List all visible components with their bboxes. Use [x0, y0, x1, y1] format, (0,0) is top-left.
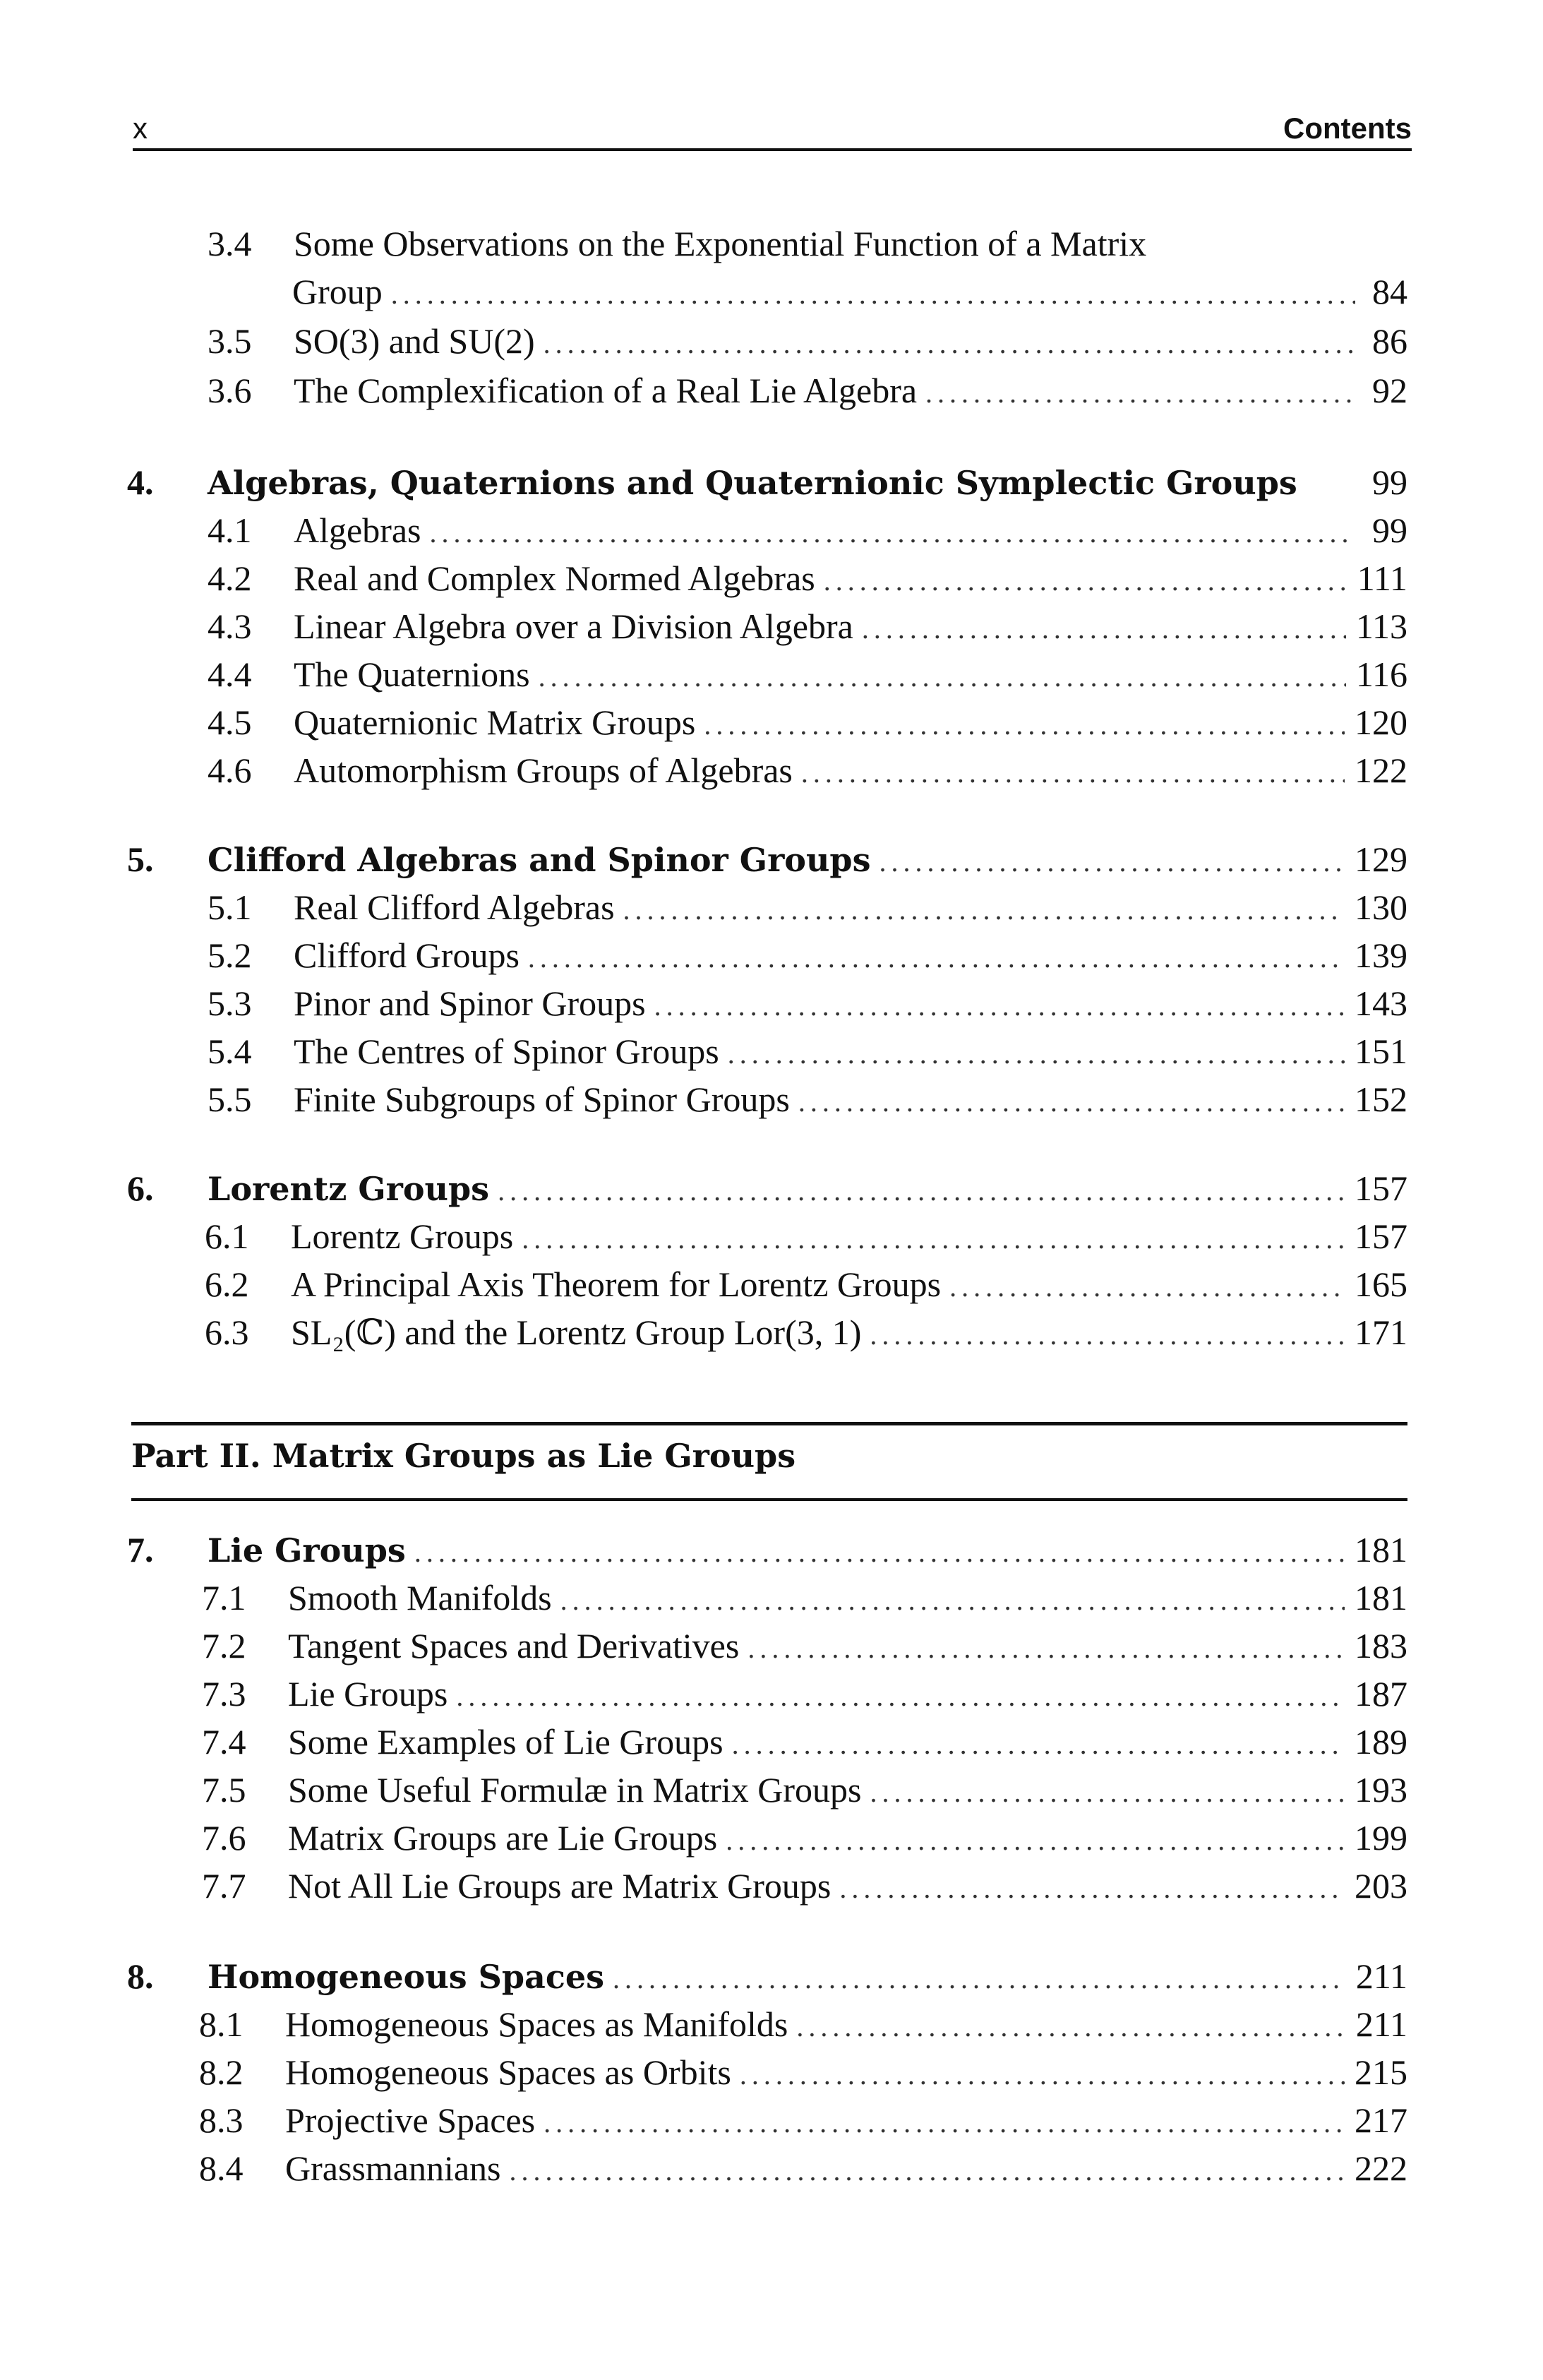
section-number: 6.2 — [205, 1264, 249, 1304]
section-page: 165 — [1355, 1264, 1407, 1304]
chapter-number: 6. — [127, 1168, 154, 1208]
section-page: 199 — [1355, 1818, 1407, 1858]
section-title: SL₂(ℂ) and the Lorentz Group Lor(3, 1) — [291, 1312, 862, 1352]
section-title: Linear Algebra over a Division Algebra — [294, 606, 853, 646]
section-title: Projective Spaces — [285, 2100, 536, 2140]
section-page: 92 — [1372, 371, 1407, 410]
toc-chapter-8[interactable] — [127, 1954, 1407, 1998]
toc-entry-5-2[interactable] — [208, 933, 1407, 977]
toc-entry-8-1[interactable] — [199, 2002, 1407, 2046]
section-title-continuation: Group — [292, 272, 383, 311]
leader-dots — [824, 559, 1347, 603]
section-title: Homogeneous Spaces as Manifolds — [285, 2004, 788, 2044]
section-number: 8.3 — [199, 2100, 244, 2140]
chapter-title: Lorentz Groups — [208, 1170, 490, 1208]
leader-dots — [748, 1627, 1345, 1670]
section-page: 84 — [1372, 272, 1407, 311]
section-title: Some Observations on the Exponential Function of a Matrix — [294, 224, 1147, 263]
section-title: Some Useful Formulæ in Matrix Groups — [288, 1770, 862, 1810]
chapter-title: Clifford Algebras and Spinor Groups — [208, 841, 871, 879]
toc-entry-3-4-continued[interactable] — [292, 270, 1407, 313]
section-title: Quaternionic Matrix Groups — [294, 702, 696, 742]
section-number: 7.5 — [202, 1770, 246, 1810]
section-number: 5.4 — [208, 1031, 252, 1071]
toc-entry-4-4[interactable] — [208, 652, 1407, 696]
header-rule — [133, 148, 1412, 151]
toc-entry-4-6[interactable] — [208, 748, 1407, 792]
section-title: SO(3) and SU(2) — [294, 321, 535, 361]
leader-dots — [560, 1579, 1345, 1622]
leader-dots — [870, 1313, 1345, 1357]
toc-entry-7-6[interactable] — [202, 1816, 1407, 1860]
leader-dots — [613, 1957, 1346, 2001]
section-title: Pinor and Spinor Groups — [294, 983, 646, 1023]
toc-entry-4-1[interactable] — [208, 508, 1407, 552]
section-title: Smooth Manifolds — [288, 1578, 552, 1617]
section-title: Lie Groups — [288, 1674, 448, 1714]
section-title: Real Clifford Algebras — [294, 887, 615, 927]
toc-chapter-7[interactable] — [127, 1528, 1407, 1572]
leader-dots — [839, 1867, 1345, 1910]
leader-dots — [798, 1080, 1345, 1124]
section-page: 116 — [1355, 654, 1407, 694]
leader-dots — [732, 1723, 1345, 1766]
section-number: 7.1 — [202, 1578, 246, 1617]
chapter-page: 157 — [1355, 1168, 1407, 1208]
leader-dots — [498, 1169, 1345, 1213]
section-number: 4.6 — [208, 751, 252, 790]
section-page: 130 — [1355, 887, 1407, 927]
chapter-title: Lie Groups — [208, 1531, 406, 1569]
toc-entry-8-4[interactable] — [199, 2146, 1407, 2190]
toc-entry-7-1[interactable] — [202, 1576, 1407, 1620]
page-number: x — [133, 112, 148, 145]
toc-entry-3-5[interactable] — [208, 319, 1407, 363]
running-header — [133, 112, 1412, 154]
section-page: 143 — [1355, 983, 1407, 1023]
section-number: 4.4 — [208, 654, 252, 694]
toc-entry-6-3[interactable] — [205, 1310, 1407, 1354]
leader-dots — [879, 840, 1345, 884]
part-rule-top — [131, 1422, 1407, 1425]
toc-entry-8-2[interactable] — [199, 2050, 1407, 2094]
leader-dots — [728, 1032, 1345, 1076]
part-rule-bottom — [131, 1498, 1407, 1501]
section-number: 7.2 — [202, 1626, 246, 1666]
section-number: 4.2 — [208, 558, 252, 598]
section-title: Automorphism Groups of Algebras — [294, 751, 793, 790]
section-number: 4.3 — [208, 606, 252, 646]
section-title: Real and Complex Normed Algebras — [294, 558, 815, 598]
leader-dots — [870, 1771, 1345, 1814]
leader-dots — [704, 703, 1345, 747]
leader-dots — [456, 1675, 1345, 1718]
leader-dots — [544, 2101, 1345, 2145]
section-page: 152 — [1355, 1080, 1407, 1119]
section-title: The Quaternions — [294, 654, 530, 694]
section-page: 151 — [1355, 1031, 1407, 1071]
section-page: 183 — [1355, 1626, 1407, 1666]
toc-entry-6-2[interactable] — [205, 1262, 1407, 1306]
toc-entry-7-2[interactable] — [202, 1624, 1407, 1668]
toc-entry-8-3[interactable] — [199, 2098, 1407, 2142]
section-page: 189 — [1355, 1722, 1407, 1762]
section-title: Finite Subgroups of Spinor Groups — [294, 1080, 790, 1119]
section-page: 122 — [1355, 751, 1407, 790]
leader-dots — [391, 273, 1355, 316]
part-title[interactable]: Part II. Matrix Groups as Lie Groups — [131, 1437, 796, 1475]
leader-dots — [796, 2005, 1345, 2049]
section-page: 157 — [1355, 1216, 1407, 1256]
chapter-page: 129 — [1355, 839, 1407, 879]
header-title: Contents — [1283, 112, 1412, 145]
section-page: 215 — [1355, 2052, 1407, 2092]
section-title: The Centres of Spinor Groups — [294, 1031, 719, 1071]
section-number: 3.4 — [208, 224, 252, 263]
chapter-page: 181 — [1355, 1530, 1407, 1569]
section-number: 4.1 — [208, 510, 252, 550]
chapter-number: 8. — [127, 1956, 154, 1996]
chapter-title: Algebras, Quaternions and Quaternionic Symplectic Groups — [208, 464, 1297, 502]
leader-dots — [414, 1531, 1345, 1574]
section-title: Clifford Groups — [294, 935, 520, 975]
toc-entry-5-1[interactable] — [208, 885, 1407, 929]
toc-entry-4-3[interactable] — [208, 604, 1407, 648]
leader-dots — [544, 322, 1355, 366]
section-number: 5.1 — [208, 887, 252, 927]
toc-entry-7-7[interactable] — [202, 1864, 1407, 1908]
leader-dots — [862, 607, 1346, 651]
leader-dots — [740, 2053, 1345, 2097]
toc-chapter-5[interactable] — [127, 837, 1407, 881]
section-number: 7.6 — [202, 1818, 246, 1858]
section-page: 86 — [1372, 321, 1407, 361]
section-page: 187 — [1355, 1674, 1407, 1714]
toc-entry-5-5[interactable] — [208, 1077, 1407, 1121]
section-title: Homogeneous Spaces as Orbits — [285, 2052, 731, 2092]
section-page: 120 — [1355, 702, 1407, 742]
section-title: A Principal Axis Theorem for Lorentz Groups — [291, 1264, 942, 1304]
leader-dots — [726, 1819, 1345, 1862]
toc-entry-7-4[interactable] — [202, 1720, 1407, 1764]
chapter-page: 99 — [1372, 462, 1407, 502]
section-title: Tangent Spaces and Derivatives — [288, 1626, 740, 1666]
toc-entry-4-5[interactable] — [208, 700, 1407, 744]
toc-entry-7-3[interactable] — [202, 1672, 1407, 1716]
section-number: 8.4 — [199, 2148, 244, 2188]
section-number: 3.6 — [208, 371, 252, 410]
section-page: 111 — [1357, 558, 1407, 598]
section-title: Lorentz Groups — [291, 1216, 514, 1256]
section-title: Some Examples of Lie Groups — [288, 1722, 724, 1762]
leader-dots — [623, 888, 1345, 932]
section-page: 222 — [1355, 2148, 1407, 2188]
section-number: 8.2 — [199, 2052, 244, 2092]
section-number: 6.3 — [205, 1312, 249, 1352]
section-page: 171 — [1355, 1312, 1407, 1352]
section-page: 211 — [1355, 2004, 1407, 2044]
leader-dots — [925, 371, 1355, 415]
section-title: Algebras — [294, 510, 421, 550]
toc-entry-5-3[interactable] — [208, 981, 1407, 1025]
leader-dots — [801, 751, 1345, 795]
section-page: 181 — [1355, 1578, 1407, 1617]
section-title: Matrix Groups are Lie Groups — [288, 1818, 718, 1858]
chapter-title: Homogeneous Spaces — [208, 1958, 605, 1996]
section-title: Grassmannians — [285, 2148, 501, 2188]
toc-chapter-4[interactable] — [127, 460, 1407, 504]
toc-entry-7-5[interactable] — [202, 1768, 1407, 1812]
section-number: 6.1 — [205, 1216, 249, 1256]
section-page: 113 — [1355, 606, 1407, 646]
toc-entry-5-4[interactable] — [208, 1029, 1407, 1073]
section-number: 5.5 — [208, 1080, 252, 1119]
section-number: 7.4 — [202, 1722, 246, 1762]
toc-entry-6-1[interactable] — [205, 1214, 1407, 1258]
section-page: 99 — [1372, 510, 1407, 550]
toc-entry-3-6[interactable] — [208, 369, 1407, 412]
leader-dots — [510, 2149, 1345, 2193]
chapter-page: 211 — [1355, 1956, 1407, 1996]
section-number: 5.2 — [208, 935, 252, 975]
section-page: 217 — [1355, 2100, 1407, 2140]
section-number: 8.1 — [199, 2004, 244, 2044]
toc-chapter-6[interactable] — [127, 1166, 1407, 1210]
section-number: 3.5 — [208, 321, 252, 361]
section-page: 203 — [1355, 1866, 1407, 1906]
leader-dots — [522, 1217, 1345, 1261]
section-title: Not All Lie Groups are Matrix Groups — [288, 1866, 831, 1906]
chapter-number: 4. — [127, 462, 154, 502]
leader-dots — [949, 1265, 1345, 1309]
section-number: 7.7 — [202, 1866, 246, 1906]
toc-entry-3-4[interactable] — [208, 222, 1407, 265]
section-number: 5.3 — [208, 983, 252, 1023]
leader-dots — [528, 936, 1345, 980]
leader-dots — [654, 984, 1345, 1028]
section-number: 4.5 — [208, 702, 252, 742]
section-title: The Complexification of a Real Lie Algebra — [294, 371, 918, 410]
section-page: 193 — [1355, 1770, 1407, 1810]
toc-entry-4-2[interactable] — [208, 556, 1407, 600]
section-page: 139 — [1355, 935, 1407, 975]
leader-dots — [539, 655, 1346, 699]
chapter-number: 7. — [127, 1530, 154, 1569]
section-number: 7.3 — [202, 1674, 246, 1714]
chapter-number: 5. — [127, 839, 154, 879]
leader-dots — [430, 511, 1356, 555]
